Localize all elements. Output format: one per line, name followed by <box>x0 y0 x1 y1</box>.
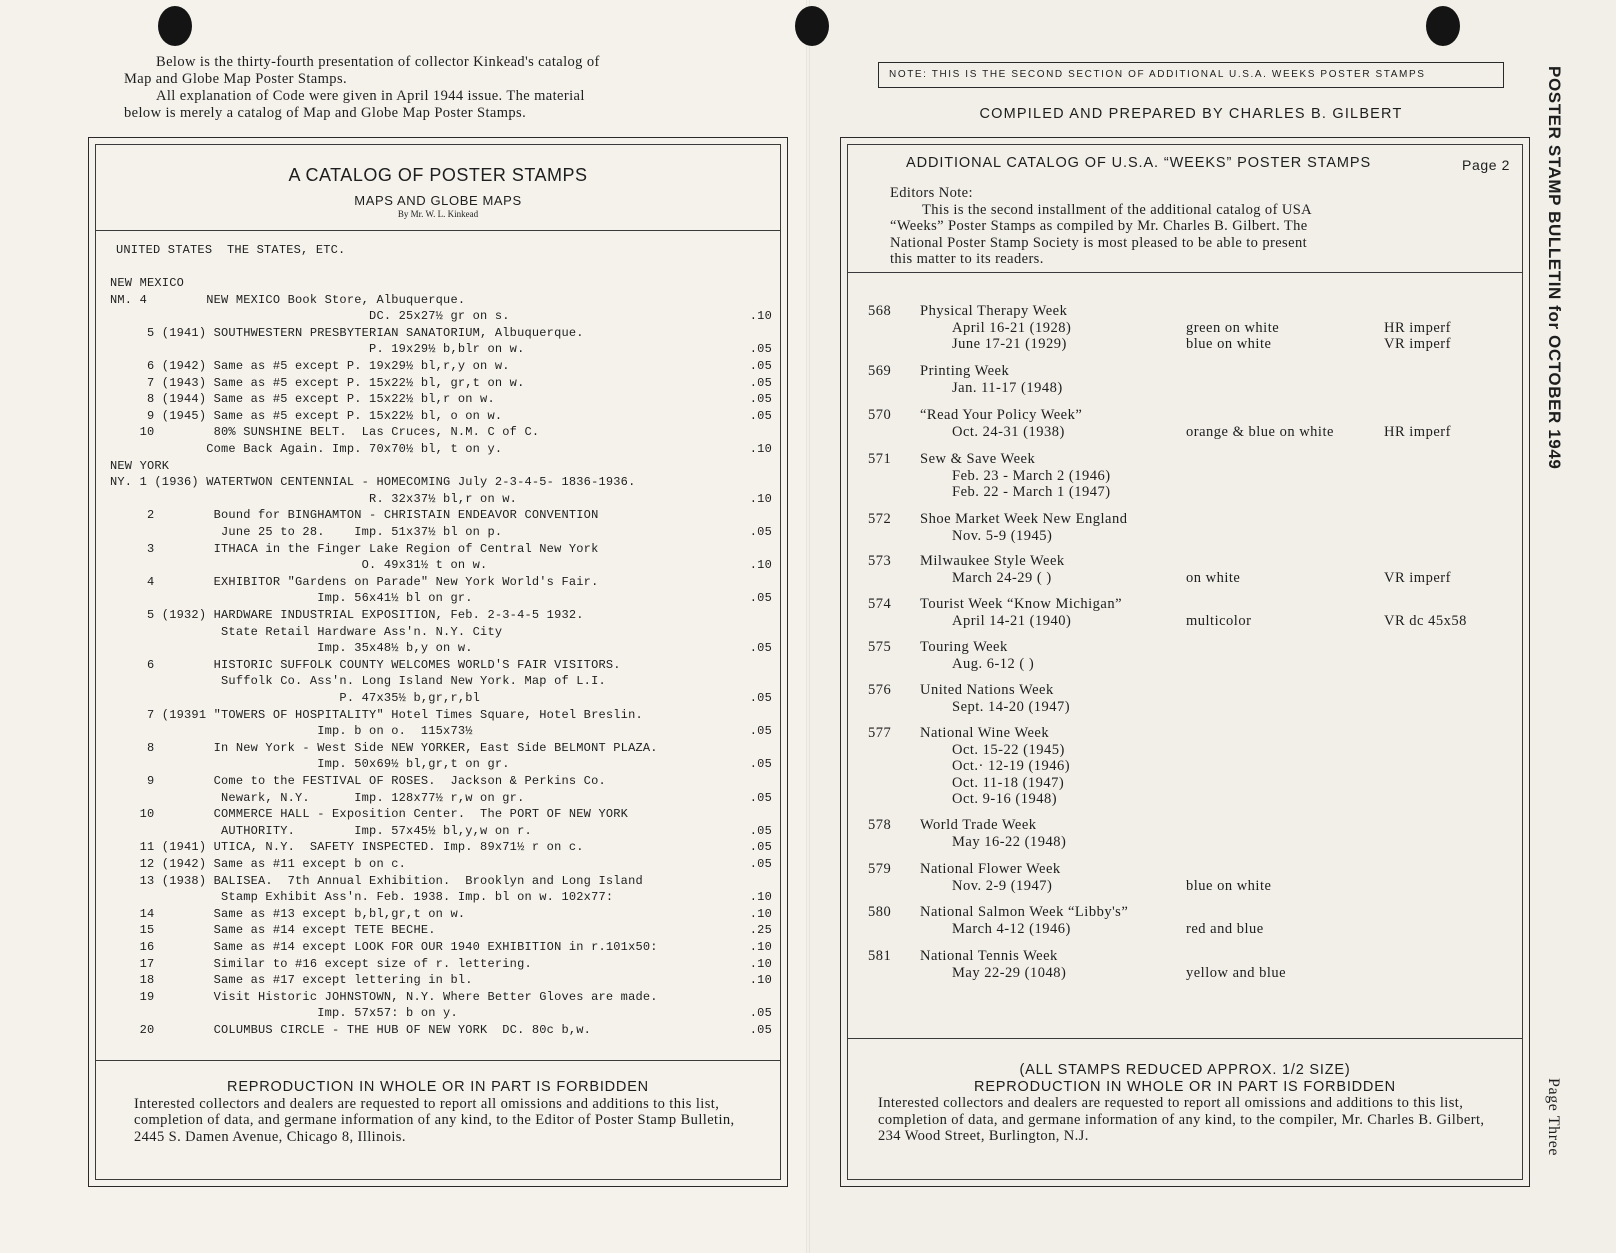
catalog-row <box>110 524 770 540</box>
catalog-row-price: .05 <box>749 591 772 606</box>
catalog-row-text: Imp. 57x57: b on y. <box>110 1006 458 1021</box>
catalog-row-text: 3 ITHACA in the Finger Lake Region of Central New York <box>110 541 599 556</box>
entry-date: Feb. 23 - March 2 (1946) <box>952 467 1111 484</box>
catalog-row-price: .25 <box>749 923 772 938</box>
catalog-row <box>110 889 770 905</box>
catalog-row <box>110 806 770 822</box>
catalog-row <box>110 707 770 723</box>
catalog-row-text: Stamp Exhibit Ass'n. Feb. 1938. Imp. bl on w. 102x77: <box>110 890 614 905</box>
entry-date: April 14-21 (1940) <box>952 612 1072 629</box>
catalog-row <box>110 292 770 308</box>
catalog-row-price: .10 <box>749 906 772 921</box>
catalog-row-price: .05 <box>749 857 772 871</box>
weeks-box <box>840 137 1530 1187</box>
entry-name: National Tennis Week <box>920 948 1058 964</box>
entry-color: orange & blue on white <box>1186 423 1334 440</box>
footer-body: Interested collectors and dealers are requested to report all omissions and additions to this list, completion of data, and germane information of any kind, to the Editor of Poster Stamp Bulletin, 2445 S. Damen Avenue, Chicago 8, Illinois. <box>134 1095 735 1145</box>
intro-line: below is merely a catalog of Map and Globe Map Poster Stamps. <box>124 105 527 121</box>
catalog-row-price: .05 <box>749 342 772 357</box>
catalog-inner-frame <box>95 144 781 1180</box>
catalog-row <box>110 507 770 523</box>
entry-number: 578 <box>868 817 892 833</box>
catalog-row-text: P. 19x29½ b,blr on w. <box>110 342 525 357</box>
catalog-row <box>110 1022 770 1038</box>
entry-color: red and blue <box>1186 920 1264 937</box>
catalog-row-price: .05 <box>749 641 772 656</box>
catalog-subtitle: MAPS AND GLOBE MAPS <box>354 193 522 208</box>
catalog-row-text: NY. 1 (1936) WATERTWON CENTENNIAL - HOMECOMING July 2-3-4-5- 1836-1936. <box>110 475 636 490</box>
entry-name: United Nations Week <box>920 682 1054 698</box>
catalog-row <box>110 557 770 573</box>
divider <box>96 230 780 231</box>
catalog-row <box>110 873 770 889</box>
side-page <box>1536 1078 1566 1188</box>
entry-name: National Wine Week <box>920 725 1050 741</box>
footer-body: Interested collectors and dealers are requested to report all omissions and additions to this list, completion of data, and germane information of any kind, to the compiler, Mr. Charles B. Gilbert, 234 Wood Street, Burlington, N.J. <box>878 1095 1485 1144</box>
entry-date: Aug. 6-12 ( ) <box>952 655 1035 672</box>
catalog-row-text: DC. 25x27½ gr on s. <box>110 309 510 324</box>
entry-date: Sept. 14-20 (1947) <box>952 698 1071 715</box>
catalog-box <box>88 137 788 1187</box>
catalog-row <box>110 441 770 457</box>
catalog-row-price: .10 <box>749 442 772 456</box>
catalog-row-text: 8 (1944) Same as #5 except P. 15x22½ bl,r on w. <box>110 392 495 407</box>
entry-number: 581 <box>868 948 892 964</box>
page-label: Page 2 <box>1462 157 1510 173</box>
entry-name: Physical Therapy Week <box>920 303 1068 319</box>
section-header: UNITED STATES THE STATES, ETC. <box>116 243 346 257</box>
entry-date: Jan. 11-17 (1948) <box>952 379 1063 396</box>
catalog-row <box>110 939 770 955</box>
entry-number: 575 <box>868 639 892 655</box>
catalog-row-text: 14 Same as #13 except b,bl,gr,t on w. <box>110 906 466 921</box>
catalog-row <box>110 275 770 291</box>
entry-name: National Flower Week <box>920 861 1061 877</box>
catalog-row <box>110 541 770 557</box>
catalog-row-text: Imp. b on o. 115x73½ <box>110 724 473 739</box>
catalog-row <box>110 1005 770 1021</box>
entry-name: Printing Week <box>920 363 1010 379</box>
catalog-row-text: 4 EXHIBITOR "Gardens on Parade" New York World's Fair. <box>110 574 599 589</box>
section-note: NOTE: THIS IS THE SECOND SECTION OF ADDITIONAL U.S.A. WEEKS POSTER STAMPS <box>878 62 1504 88</box>
entry-number: 579 <box>868 861 892 877</box>
catalog-row <box>110 972 770 988</box>
entry-note: HR imperf <box>1384 423 1451 440</box>
entry-date: Feb. 22 - March 1 (1947) <box>952 484 1111 500</box>
catalog-row <box>110 491 770 507</box>
catalog-row <box>110 408 770 424</box>
catalog-row <box>110 673 770 689</box>
entry-note: VR imperf <box>1384 336 1451 352</box>
catalog-row-text: O. 49x31½ t on w. <box>110 558 488 573</box>
entry-number: 576 <box>868 682 892 698</box>
entry-number: 570 <box>868 407 892 423</box>
punch-hole <box>1426 6 1460 46</box>
catalog-row <box>110 756 770 772</box>
catalog-row-text: AUTHORITY. Imp. 57x45½ bl,y,w on r. <box>110 823 532 838</box>
page-number: Page Three <box>1545 1078 1562 1157</box>
catalog-row-text: 12 (1942) Same as #11 except b on c. <box>110 857 407 871</box>
catalog-row <box>110 325 770 341</box>
divider <box>96 1060 780 1061</box>
catalog-row-text: 5 (1941) SOUTHWESTERN PRESBYTERIAN SANATORIUM, Albuquerque. <box>110 325 584 340</box>
catalog-row-text: 7 (19391 "TOWERS OF HOSPITALITY" Hotel Times Square, Hotel Breslin. <box>110 707 643 722</box>
catalog-row-text: Imp. 35x48½ b,y on w. <box>110 641 473 656</box>
divider <box>848 1038 1522 1039</box>
catalog-row-text: Imp. 50x69½ bl,gr,t on gr. <box>110 757 510 772</box>
catalog-row-text: State Retail Hardware Ass'n. N.Y. City <box>110 624 503 639</box>
catalog-row <box>110 856 770 872</box>
catalog-row <box>110 341 770 357</box>
catalog-row-price: .10 <box>749 491 772 506</box>
side-title <box>1536 66 1566 486</box>
catalog-row-price: .05 <box>749 359 772 373</box>
entry-number: 568 <box>868 303 892 319</box>
entry-date: June 17-21 (1929) <box>952 336 1067 352</box>
catalog-row <box>110 839 770 855</box>
entry-date: April 16-21 (1928) <box>952 319 1072 336</box>
weeks-inner-frame <box>847 144 1523 1180</box>
catalog-row <box>110 458 770 474</box>
entry-date: Oct. 9-16 (1948) <box>952 791 1058 807</box>
entry-number: 571 <box>868 451 892 467</box>
entry-color: green on white <box>1186 319 1280 336</box>
catalog-row-text: 9 (1945) Same as #5 except P. 15x22½ bl, o on w. <box>110 408 503 423</box>
entry-date: Nov. 5-9 (1945) <box>952 527 1053 544</box>
catalog-row <box>110 823 770 839</box>
entry-number: 572 <box>868 511 892 527</box>
catalog-row-price: .05 <box>749 375 772 390</box>
catalog-row-text: 7 (1943) Same as #5 except P. 15x22½ bl, gr,t on w. <box>110 375 525 390</box>
entry-name: Milwaukee Style Week <box>920 553 1065 569</box>
catalog-row <box>110 956 770 972</box>
catalog-row <box>110 391 770 407</box>
entry-date: Oct.· 12-19 (1946) <box>952 758 1071 774</box>
entry-date: Oct. 11-18 (1947) <box>952 774 1065 791</box>
catalog-row <box>110 424 770 440</box>
entry-color: blue on white <box>1186 877 1272 894</box>
entry-date: Oct. 15-22 (1945) <box>952 741 1065 758</box>
entry-color: yellow and blue <box>1186 964 1287 981</box>
editors-line: this matter to its readers. <box>890 251 1044 267</box>
catalog-row-text: 16 Same as #14 except LOOK FOR OUR 1940 EXHIBITION in r.101x50: <box>110 940 658 954</box>
catalog-row-text: Imp. 56x41½ bl on gr. <box>110 591 473 606</box>
catalog-row <box>110 690 770 706</box>
catalog-row-price: .05 <box>749 1023 772 1037</box>
catalog-row <box>110 906 770 922</box>
entry-date: May 22-29 (1048) <box>952 964 1067 981</box>
entry-date: May 16-22 (1948) <box>952 833 1067 850</box>
catalog-row <box>110 989 770 1005</box>
catalog-row-text: 18 Same as #17 except lettering in bl. <box>110 973 473 988</box>
catalog-row-price: .10 <box>749 956 772 971</box>
entry-note: HR imperf <box>1384 319 1451 336</box>
catalog-row-price: .10 <box>749 973 772 988</box>
entry-note: VR imperf <box>1384 569 1451 586</box>
editors-line: National Poster Stamp Society is most pleased to be able to present <box>890 234 1308 251</box>
catalog-row <box>110 790 770 806</box>
editors-line: “Weeks” Poster Stamps as compiled by Mr. Charles B. Gilbert. The <box>890 218 1308 234</box>
catalog-row <box>110 657 770 673</box>
catalog-row-price: .10 <box>749 890 772 905</box>
punch-hole <box>158 6 192 46</box>
catalog-row <box>110 740 770 756</box>
compiled-by: COMPILED AND PREPARED BY CHARLES B. GILBERT <box>979 106 1403 122</box>
catalog-row <box>110 574 770 590</box>
catalog-row <box>110 922 770 938</box>
catalog-row-price: .05 <box>749 823 772 838</box>
catalog-row-text: 2 Bound for BINGHAMTON - CHRISTAIN ENDEAVOR CONVENTION <box>110 508 599 523</box>
catalog-row-text: R. 32x37½ bl,r on w. <box>110 491 518 506</box>
catalog-row-text: 8 In New York - West Side NEW YORKER, East Side BELMONT PLAZA. <box>110 740 658 755</box>
catalog-row-text: P. 47x35½ b,gr,r,bl <box>110 691 481 705</box>
punch-hole <box>795 6 829 46</box>
catalog-row-text: 15 Same as #14 except TETE BECHE. <box>110 923 436 938</box>
entry-name: National Salmon Week “Libby's” <box>920 904 1129 920</box>
catalog-row-text: 20 COLUMBUS CIRCLE - THE HUB OF NEW YORK DC. 80c b,w. <box>110 1023 592 1037</box>
catalog-row-text: 6 HISTORIC SUFFOLK COUNTY WELCOMES WORLD'S FAIR VISITORS. <box>110 657 621 672</box>
entry-date: March 24-29 ( ) <box>952 569 1052 586</box>
catalog-row-text: June 25 to 28. Imp. 51x37½ bl on p. <box>110 525 503 539</box>
catalog-row-price: .05 <box>749 757 772 772</box>
catalog-row-text: NM. 4 NEW MEXICO Book Store, Albuquerque. <box>110 292 466 307</box>
footer-heading: REPRODUCTION IN WHOLE OR IN PART IS FORBIDDEN <box>227 1079 649 1095</box>
entry-number: 577 <box>868 725 892 741</box>
catalog-row-price: .05 <box>749 392 772 407</box>
editors-line: This is the second installment of the additional catalog of USA <box>922 201 1313 218</box>
entry-name: Touring Week <box>920 639 1008 655</box>
catalog-row-price: .05 <box>749 691 772 705</box>
bulletin-title: POSTER STAMP BULLETIN for OCTOBER 1949 <box>1545 66 1564 470</box>
footer-heading: REPRODUCTION IN WHOLE OR IN PART IS FORBIDDEN <box>974 1078 1396 1095</box>
intro-line: Below is the thirty-fourth presentation of collector Kinkead's catalog of <box>156 54 600 70</box>
catalog-row-text: 17 Similar to #16 except size of r. lettering. <box>110 956 532 971</box>
catalog-row-text: 6 (1942) Same as #5 except P. 19x29½ bl,r,y on w. <box>110 359 510 373</box>
divider <box>848 272 1522 273</box>
catalog-row-price: .05 <box>749 840 772 855</box>
catalog-row <box>110 474 770 490</box>
catalog-row-price: .10 <box>749 309 772 324</box>
catalog-row <box>110 773 770 789</box>
catalog-row-price: .10 <box>749 940 772 954</box>
entry-number: 574 <box>868 596 892 612</box>
entry-color: on white <box>1186 569 1241 586</box>
intro-paragraph <box>124 54 772 122</box>
catalog-row-price: .05 <box>749 790 772 805</box>
catalog-row-price: .05 <box>749 724 772 739</box>
catalog-row <box>110 308 770 324</box>
catalog-row <box>110 723 770 739</box>
footer-size-note: (ALL STAMPS REDUCED APPROX. 1/2 SIZE) <box>1019 1062 1351 1078</box>
catalog-row-text: NEW MEXICO <box>110 276 185 290</box>
entry-name: “Read Your Policy Week” <box>920 407 1083 423</box>
entry-number: 573 <box>868 553 892 569</box>
intro-line: Map and Globe Map Poster Stamps. <box>124 71 348 87</box>
catalog-row <box>110 607 770 623</box>
catalog-row-text: 11 (1941) UTICA, N.Y. SAFETY INSPECTED. Imp. 89x71½ r on c. <box>110 840 584 855</box>
catalog-row-text: 10 80% SUNSHINE BELT. Las Cruces, N.M. C of C. <box>110 425 540 440</box>
entry-name: Shoe Market Week New England <box>920 511 1128 527</box>
catalog-row-price: .10 <box>749 558 772 573</box>
entry-name: Sew & Save Week <box>920 451 1036 467</box>
catalog-row-text: 5 (1932) HARDWARE INDUSTRIAL EXPOSITION, Feb. 2-3-4-5 1932. <box>110 608 584 622</box>
weeks-title: ADDITIONAL CATALOG OF U.S.A. “WEEKS” POSTER STAMPS <box>906 155 1372 171</box>
editors-note <box>890 185 1470 268</box>
catalog-row-text: Newark, N.Y. Imp. 128x77½ r,w on gr. <box>110 790 525 805</box>
catalog-row <box>110 375 770 391</box>
catalog-row <box>110 590 770 606</box>
catalog-byline: By Mr. W. L. Kinkead <box>397 209 479 219</box>
entry-date: Oct. 24-31 (1938) <box>952 423 1065 440</box>
catalog-row <box>110 624 770 640</box>
entry-color: blue on white <box>1186 336 1272 352</box>
catalog-row-text: NEW YORK <box>110 458 170 473</box>
catalog-row-text: Come Back Again. Imp. 70x70½ bl, t on y. <box>110 442 503 456</box>
entry-name: Tourist Week “Know Michigan” <box>920 596 1123 612</box>
catalog-row-text: 9 Come to the FESTIVAL OF ROSES. Jackson & Perkins Co. <box>110 774 606 788</box>
entry-number: 580 <box>868 904 892 920</box>
entry-date: March 4-12 (1946) <box>952 920 1071 937</box>
editors-heading: Editors Note: <box>890 185 973 201</box>
catalog-row <box>110 358 770 374</box>
entry-name: World Trade Week <box>920 817 1037 833</box>
entry-number: 569 <box>868 363 892 379</box>
entry-note: VR dc 45x58 <box>1384 612 1467 629</box>
catalog-row-text: 19 Visit Historic JOHNSTOWN, N.Y. Where Better Gloves are made. <box>110 989 658 1004</box>
right-footer <box>848 1062 1522 1145</box>
entry-color: multicolor <box>1186 612 1252 629</box>
left-footer <box>96 1079 780 1145</box>
catalog-row-text: 13 (1938) BALISEA. 7th Annual Exhibition. Brooklyn and Long Island <box>110 873 643 888</box>
catalog-row-price: .05 <box>749 408 772 423</box>
entry-date: Nov. 2-9 (1947) <box>952 877 1053 894</box>
catalog-row <box>110 640 770 656</box>
catalog-row-text: 10 COMMERCE HALL - Exposition Center. The PORT OF NEW YORK <box>110 807 629 822</box>
catalog-row-price: .05 <box>749 525 772 539</box>
catalog-title: A CATALOG OF POSTER STAMPS <box>288 165 588 185</box>
page-fold <box>806 0 810 1253</box>
catalog-row-text: Suffolk Co. Ass'n. Long Island New York. Map of L.I. <box>110 674 606 689</box>
intro-line: All explanation of Code were given in April 1944 issue. The material <box>156 88 585 104</box>
catalog-row-price: .05 <box>749 1006 772 1021</box>
